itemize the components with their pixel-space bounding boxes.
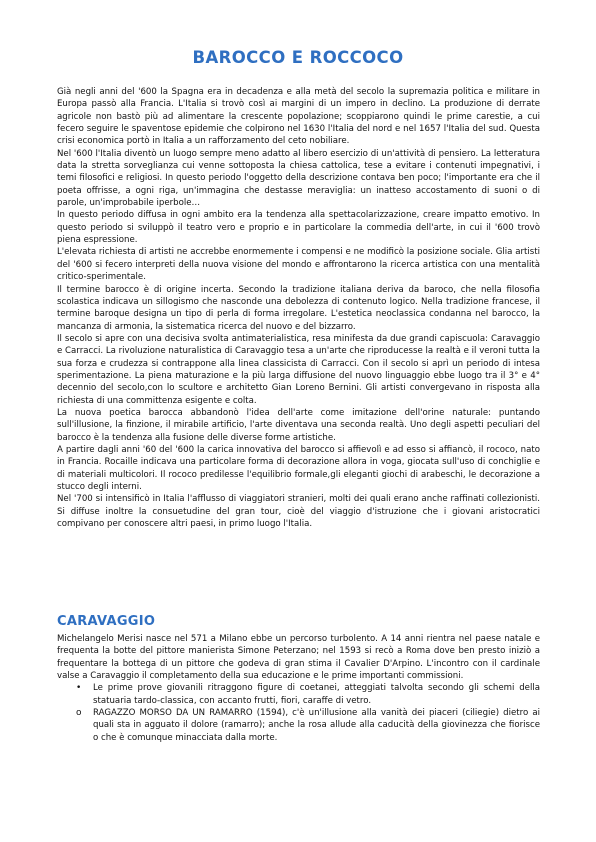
- paragraph: Nel '700 si intensificò in Italia l'afflusso di viaggiatori stranieri, molti dei quali erano anche raffinati collezionisti. Si diffuse inoltre la consuetudine del gran tour, cioè del viaggio d'istruzione che i giovani aristocratici compivano per conoscere altri paesi, in primo luogo l'Italia.: [57, 494, 540, 530]
- document-body: [57, 86, 540, 530]
- paragraph: Nel '600 l'Italia diventò un luogo sempre meno adatto al libero esercizio di un'attività di pensiero. La letteratura data la stretta sorveglianza cui venne sottoposta la chiesa cattolica, tese a evitare i contenuti impegnativi, i temi filosofici e religiosi. In questo periodo l'oggetto della descrizione contava ben poco; l'importante era che il poeta offrisse, a ogni riga, un'immagina che destasse meraviglia: un inatteso accostamento di suoni o di parole, un'improbabile iperbole…: [57, 148, 540, 209]
- section-title: CARAVAGGIO: [57, 614, 156, 629]
- bullet-icon: •: [76, 683, 82, 694]
- paragraph: A partire dagli anni '60 del '600 la carica innovativa del barocco si affievolì e ad esso si affiancò, il rococo, nato in Francia. Rocaille indicava una particolare forma di decorazione allora in voga, giocata sull'uso di conchiglie e di materiali multicolori. Il rococo predilesse l'equilibrio formale,gli eleganti giochi di arabeschi, le decorazione a stucco degli interni.: [57, 444, 540, 492]
- section-list: [57, 682, 540, 744]
- document-title: BAROCCO E ROCCOCO: [192, 48, 404, 67]
- bullet-icon: o: [76, 708, 82, 719]
- list-item-text: Le prime prove giovanili ritraggono figure di coetanei, atteggiati talvolta secondo gli schemi della statuaria tardo-classica, con accanto frutti, fiori, caraffe di vetro.: [93, 683, 540, 706]
- paragraph: L'elevata richiesta di artisti ne accrebbe enormemente i compensi e ne modificò la posizione sociale. Glia artisti del '600 si fecero interpreti della nuova visione del mondo e affrontarono la ricerca artistica con una mentalità critico-sperimentale.: [57, 247, 540, 283]
- list-item: [57, 682, 540, 707]
- paragraph: Il secolo si apre con una decisiva svolta antimaterialistica, resa minifesta da due grandi capiscuola: Caravaggio e Carracci. La rivoluzione naturalistica di Caravaggio tesa a un'arte che riproducesse la realtà e il veroni tutta la sua forza e crudezza si contrappone alla linea classicista di Carracci. Con il secolo si aprì un periodo di intesa sperimentazione. La piena maturazione e la più larga diffusione del nuovo linguaggio ebbe luogo tra il 3° e 4° decennio del secolo,con lo scultore e architetto Gian Loreno Bernini. Gli artisti convergevano in risposta alla richiesta di una committenza esigente e colta.: [57, 333, 540, 406]
- paragraph: Il termine barocco è di origine incerta. Secondo la tradizione italiana deriva da baroco, che nella filosofia scolastica indicava un sillogismo che nasconde una debolezza di contenuto logico. Nella tradizione francese, il termine baroque designa un tipo di perla di forma irregolare. L'estetica neoclassica condanna nel barocco, la mancanza di armonia, la sistematica ricerca del nuovo e del bizzarro.: [57, 284, 540, 332]
- list-item-text: RAGAZZO MORSO DA UN RAMARRO (1594), c'è un'illusione alla vanità dei piaceri (ciliegie) dietro ai quali sta in agguato il dolore (ramarro); anche la rosa allude alla caducità della giovinezza che fiorisce o che è comunque minacciata dalla morte.: [93, 708, 540, 743]
- paragraph: In questo periodo diffusa in ogni ambito era la tendenza alla spettacolarizzazione, creare impatto emotivo. In questo periodo si sviluppò il teatro vero e proprio e in particolare la commedia dell'arte, in cui il '600 trovò piena espressione.: [57, 210, 540, 246]
- section-body: [57, 633, 540, 744]
- paragraph: La nuova poetica barocca abbandonò l'idea dell'arte come imitazione dell'orine naturale: puntando sull'illusione, la finzione, il mirabile artificio, l'arte diventava una seconda realtà. Uno degli aspetti peculiari del barocco è la tendenza alla fusione delle diverse forme artistiche.: [57, 407, 540, 443]
- list-item: [57, 707, 540, 744]
- section-intro: Michelangelo Merisi nasce nel 571 a Milano ebbe un percorso turbolento. A 14 anni rientra nel paese natale e frequenta la botte del pittore manierista Simone Peterzano; nel 1593 si recò a Roma dove ben presto iniziò a frequentare la bottega di un pittore che godeva di gran stima il Cavalier D'Arpino. L'incontro con il cardinale valse a Caravaggio il completamento della sua educazione e le prime importanti commissioni.: [57, 634, 540, 682]
- paragraph: Già negli anni del '600 la Spagna era in decadenza e alla metà del secolo la supremazia politica e militare in Europa passò alla Francia. L'Italia si trovò così ai margini di un impero in declino. La produzione di derrate agricole non bastò più ad alimentare la crescente popolazione; scoppiarono quindi le prime carestie, a cui fecero seguire le spaventose epidemie che colpirono nel 1630 l'Italia del nord e nel 1657 l'Italia del sud. Questa crisi economica portò in Italia a un rafforzamento del ceto nobiliare.: [57, 87, 540, 147]
